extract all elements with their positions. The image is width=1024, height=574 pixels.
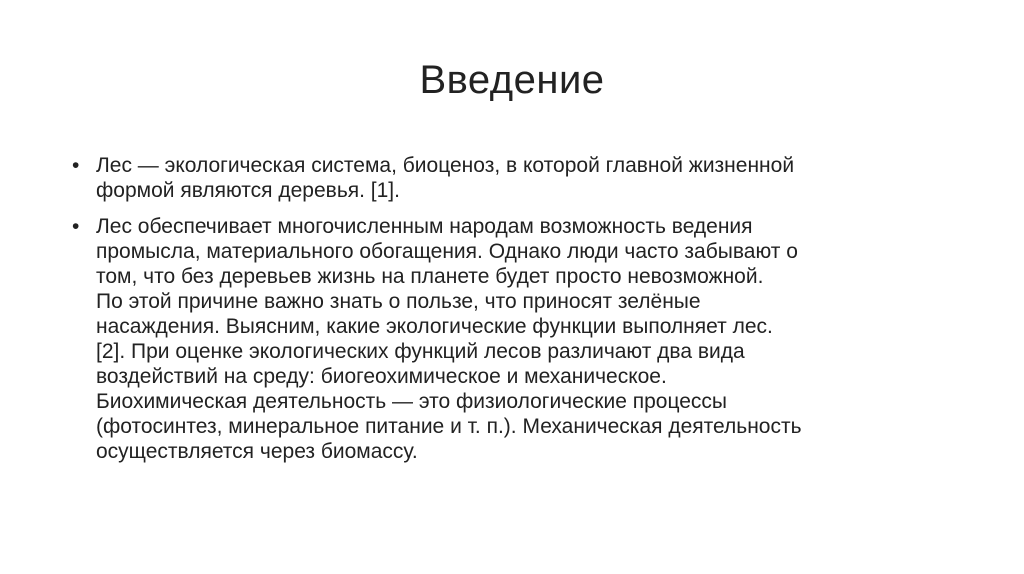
bullet-text-line: (фотосинтез, минеральное питание и т. п.). Механическая деятельность xyxy=(96,415,802,438)
slide-title: Введение xyxy=(419,58,605,102)
bullet-list xyxy=(72,153,962,475)
bullet-text-line: Биохимическая деятельность — это физиологические процессы xyxy=(96,390,728,413)
bullet-text-line: осуществляется через биомассу. xyxy=(96,440,418,463)
bullet-item-functions xyxy=(72,214,962,464)
bullet-text-line: По этой причине важно знать о пользе, что приносят зелёные xyxy=(96,290,701,313)
bullet-dot-icon: • xyxy=(72,215,80,238)
bullet-text-line: [2]. При оценке экологических функций лесов различают два вида xyxy=(96,340,745,363)
bullet-text-line: Лес обеспечивает многочисленным народам возможность ведения xyxy=(96,215,753,238)
bullet-text-line: Лес — экологическая система, биоценоз, в которой главной жизненной xyxy=(96,154,795,177)
bullet-text-line: том, что без деревьев жизнь на планете будет просто невозможной. xyxy=(96,265,764,288)
bullet-text-line: воздействий на среду: биогеохимическое и механическое. xyxy=(96,365,667,388)
bullet-text-line: формой являются деревья. [1]. xyxy=(96,179,400,202)
bullet-dot-icon: • xyxy=(72,154,80,177)
bullet-text-line: промысла, материального обогащения. Однако люди часто забывают о xyxy=(96,240,798,263)
bullet-text-line: насаждения. Выясним, какие экологические функции выполняет лес. xyxy=(96,315,773,338)
bullet-item-definition xyxy=(72,153,962,203)
